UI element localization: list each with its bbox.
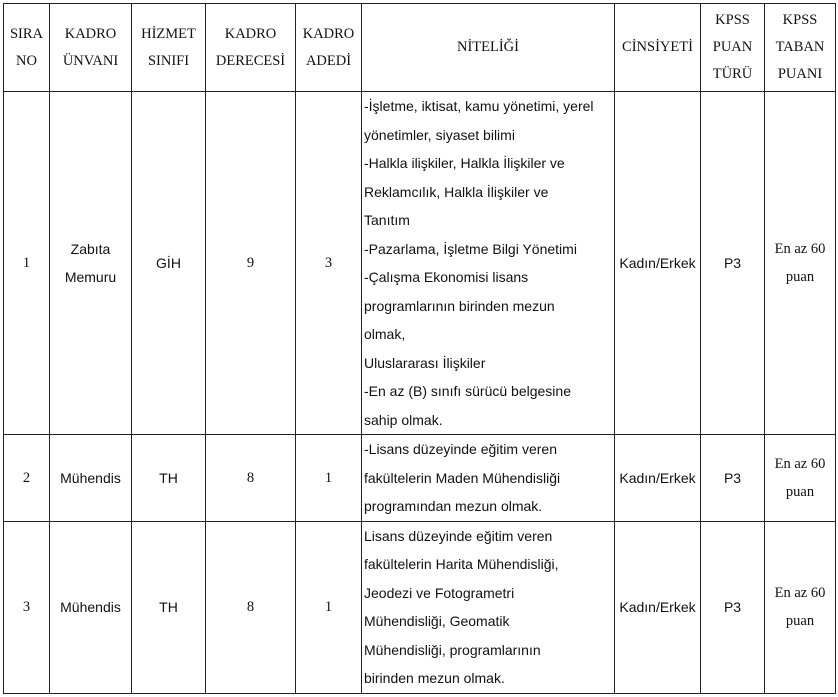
niteligi-cell-line: Lisans düzeyinde eğitim veren [364,527,553,544]
kpss-puan-turu-cell: P3 [701,435,765,522]
header-line: NO [16,52,37,69]
niteligi-cell-line: -İşletme, iktisat, kamu yönetimi, yerel [364,98,594,114]
kadro-derecesi-cell: 8 [206,435,296,522]
kadro-adedi-cell: 1 [296,435,362,522]
niteligi-cell-line: Jeodezi ve Fotogrametri [364,584,515,601]
kpss-taban-puani-cell [765,435,836,522]
kadro-adedi-header [296,4,362,92]
kpss-puan-turu-cell: P3 [701,92,765,435]
kadro-unvani-cell-line: Zabıta [70,241,111,257]
niteligi-cell [362,435,615,522]
cinsiyeti-cell: Kadın/Erkek [615,521,701,693]
table-body [4,92,836,694]
niteligi-cell-line: programından mezun olmak. [364,498,543,514]
header-line: ÜNVANI [62,52,119,69]
header-line: KPSS [782,12,818,28]
kadro-unvani-cell-line: Mühendis [60,599,121,615]
kadro-unvani-cell-line: Memuru [64,269,117,285]
kadro-derecesi-cell: 8 [206,521,296,693]
niteligi-cell-line: olmak, [364,326,406,342]
header-line: KADRO [64,25,117,42]
kadro-adedi-cell: 3 [296,92,362,435]
kadro-unvani-cell-line: Mühendis [60,469,121,486]
kadro-unvani-cell [50,435,132,522]
header-line: PUANI [777,66,823,82]
header-line: TÜRÜ [712,66,753,82]
hizmet-sinifi-cell: TH [132,521,206,693]
niteligi-cell-line: fakültelerin Maden Mühendisliği [364,469,561,486]
kpss-taban-puani-cell-line: En az 60 [774,455,826,472]
kadro-unvani-cell [50,521,132,693]
hizmet-sinifi-cell: GİH [132,92,206,435]
kpss-puan-turu-cell: P3 [701,521,765,693]
kadro-derecesi-header [206,4,296,92]
niteligi-cell-line: -En az (B) sınıfı sürücü belgesine [364,383,571,399]
hizmet-sinifi-cell: TH [132,435,206,522]
niteligi-cell [362,521,615,693]
niteligi-cell-line: sahip olmak. [364,411,443,428]
niteligi-cell-line: Tanıtım [364,212,410,228]
header-line: ADEDİ [305,52,352,69]
kpss-taban-puani-header [765,4,836,92]
kpss-taban-puani-cell-line: puan [785,269,815,285]
header-line: DERECESİ [215,52,286,69]
header-line: KPSS [715,12,750,28]
sira-no-cell: 1 [4,92,50,435]
kpss-taban-puani-cell-line: En az 60 [774,585,826,601]
header-line: TABAN [775,39,825,55]
cinsiyeti-header [615,4,701,92]
kpss-taban-puani-cell [765,521,836,693]
niteligi-cell-line: -Lisans düzeyinde eğitim veren [364,441,557,457]
header-line: CİNSİYETİ [622,39,693,55]
kpss-puan-turu-header [701,4,765,92]
kpss-taban-puani-cell-line: puan [785,613,815,629]
niteligi-cell-line: birinden mezun olmak. [364,670,505,686]
hizmet-sinifi-header [132,4,206,92]
sira-no-cell: 2 [4,435,50,522]
header-row [4,4,836,92]
table-row [4,521,836,693]
header-line: PUAN [712,39,753,55]
header-line: SIRA [9,25,44,42]
niteligi-cell-line: fakültelerin Harita Mühendisliği, [364,556,559,572]
niteligi-cell-line: yönetimler, siyaset bilimi [364,126,515,143]
niteligi-cell-line: Mühendisliği, programlarının [364,641,541,658]
niteligi-cell-line: Reklamcılık, Halkla İlişkiler ve [364,183,549,200]
cinsiyeti-cell: Kadın/Erkek [615,435,701,522]
kadro-table [3,3,836,694]
kpss-taban-puani-cell-line: En az 60 [774,241,826,257]
sira-no-header [4,4,50,92]
niteligi-cell-line: Mühendisliği, Geomatik [364,613,510,629]
header-line: KADRO [302,25,355,42]
niteligi-cell-line: Uluslararası İlişkiler [364,354,486,371]
niteligi-header [362,4,615,92]
header-line: KADRO [224,25,277,42]
kadro-adedi-cell: 1 [296,521,362,693]
header-line: SINIFI [147,52,190,69]
kadro-unvani-cell [50,92,132,435]
kadro-derecesi-cell: 9 [206,92,296,435]
kadro-unvani-header [50,4,132,92]
header-line: NİTELİĞİ [456,39,519,55]
kpss-taban-puani-cell [765,92,836,435]
niteligi-cell-line: -Pazarlama, İşletme Bilgi Yönetimi [364,240,577,257]
kpss-taban-puani-cell-line: puan [785,483,815,500]
cinsiyeti-cell: Kadın/Erkek [615,92,701,435]
header-line: HİZMET [141,25,196,42]
sira-no-cell: 3 [4,521,50,693]
niteligi-cell-line: -Çalışma Ekonomisi lisans [364,269,529,285]
niteligi-cell [362,92,615,435]
table-header [4,4,836,92]
table-row [4,435,836,522]
niteligi-cell-line: programlarının birinden mezun [364,297,555,314]
niteligi-cell-line: -Halkla ilişkiler, Halkla İlişkiler ve [364,155,565,171]
table-row [4,92,836,435]
